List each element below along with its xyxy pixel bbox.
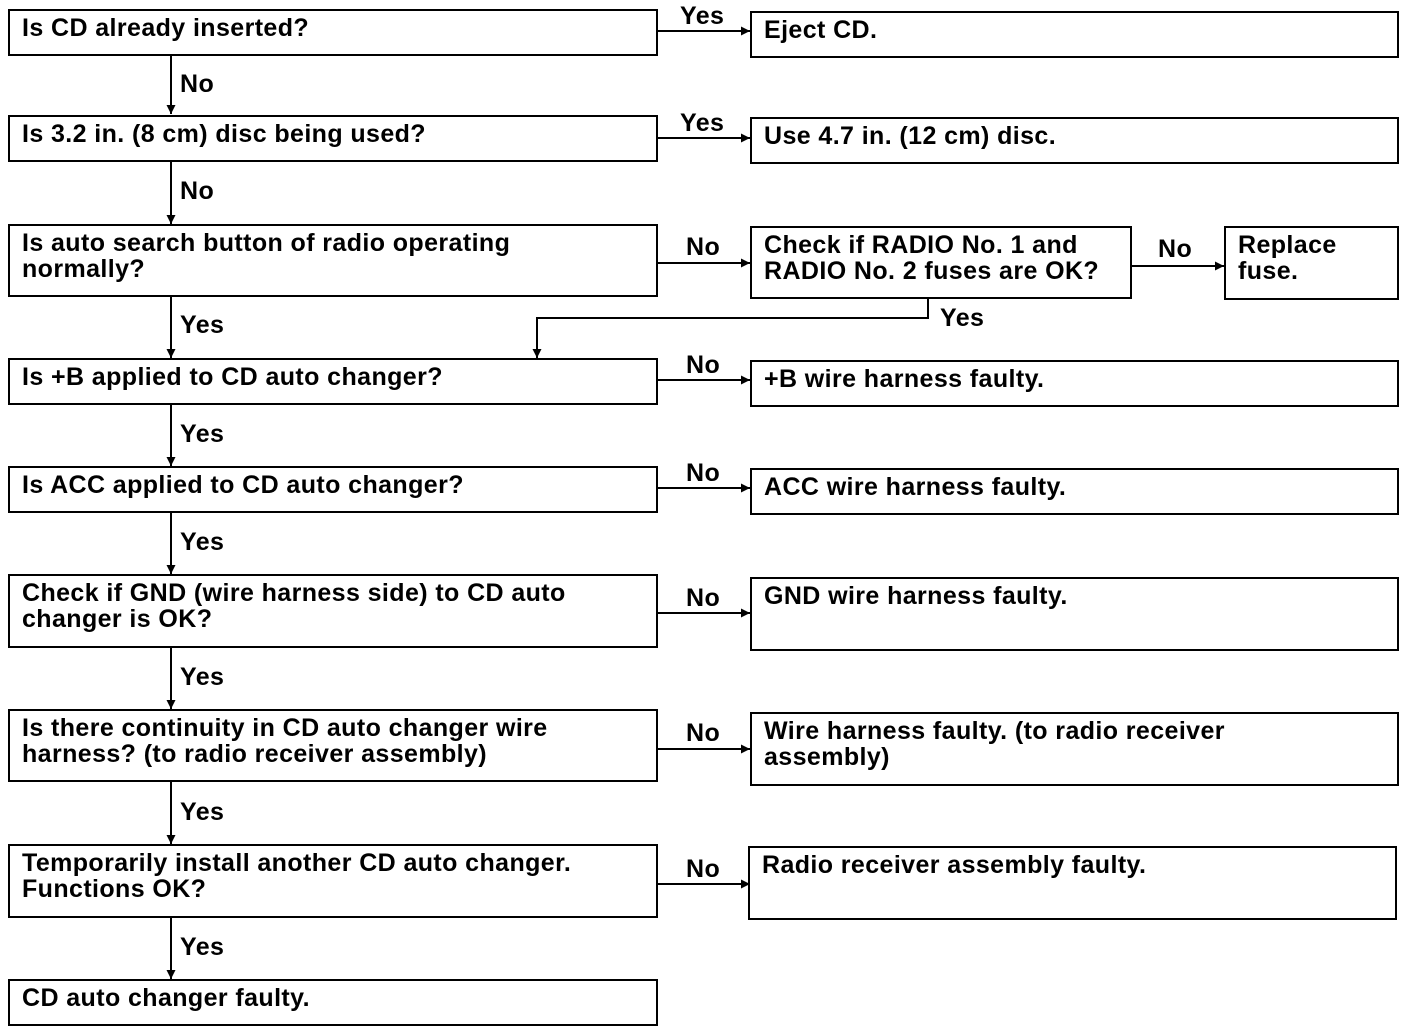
replace-fuse-box: Replace fuse. — [1224, 226, 1399, 300]
branch-label-side-8: No — [686, 855, 721, 883]
branch-label-down-7: Yes — [180, 798, 225, 826]
branch-label-down-1: No — [180, 70, 215, 98]
branch-label-side-6: No — [686, 584, 721, 612]
result-box-4: +B wire harness faulty. — [750, 360, 1399, 407]
branch-label-side-7: No — [686, 719, 721, 747]
question-box-3: Is auto search button of radio operating normally? — [8, 224, 658, 297]
question-box-5: Is ACC applied to CD auto changer? — [8, 466, 658, 513]
branch-label-fuse-no: No — [1158, 235, 1193, 263]
branch-label-side-1: Yes — [680, 2, 725, 30]
question-box-4: Is +B applied to CD auto changer? — [8, 358, 658, 405]
question-box-6: Check if GND (wire harness side) to CD auto changer is OK? — [8, 574, 658, 648]
branch-label-side-5: No — [686, 459, 721, 487]
fuse-ok-return-arrow — [537, 299, 928, 358]
question-box-8: Temporarily install another CD auto changer. Functions OK? — [8, 844, 658, 918]
result-box-5: ACC wire harness faulty. — [750, 468, 1399, 515]
result-box-7: Wire harness faulty. (to radio receiver assembly) — [750, 712, 1399, 786]
result-box-2: Use 4.7 in. (12 cm) disc. — [750, 117, 1399, 164]
branch-label-fuse-yes: Yes — [940, 304, 985, 332]
branch-label-down-5: Yes — [180, 528, 225, 556]
branch-label-down-4: Yes — [180, 420, 225, 448]
branch-label-down-8: Yes — [180, 933, 225, 961]
question-box-1: Is CD already inserted? — [8, 9, 658, 56]
result-box-8: Radio receiver assembly faulty. — [748, 846, 1397, 920]
branch-label-down-3: Yes — [180, 311, 225, 339]
branch-label-side-3: No — [686, 233, 721, 261]
branch-label-side-2: Yes — [680, 109, 725, 137]
question-box-7: Is there continuity in CD auto changer wire harness? (to radio receiver assembly) — [8, 709, 658, 782]
final-result-box: CD auto changer faulty. — [8, 979, 658, 1026]
result-box-1: Eject CD. — [750, 11, 1399, 58]
fuse-check-box: Check if RADIO No. 1 and RADIO No. 2 fuses are OK? — [750, 226, 1132, 299]
result-box-6: GND wire harness faulty. — [750, 577, 1399, 651]
branch-label-down-2: No — [180, 177, 215, 205]
branch-label-side-4: No — [686, 351, 721, 379]
question-box-2: Is 3.2 in. (8 cm) disc being used? — [8, 115, 658, 162]
branch-label-down-6: Yes — [180, 663, 225, 691]
